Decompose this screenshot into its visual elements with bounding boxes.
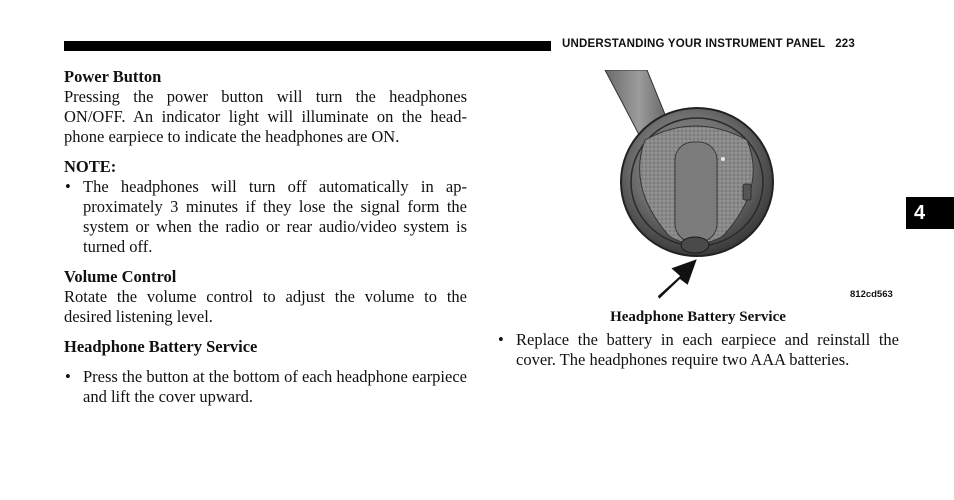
header-rule bbox=[64, 41, 551, 51]
section-tab-marker: 4 bbox=[906, 197, 954, 229]
battery-service-section bbox=[64, 337, 467, 407]
replace-battery-bullet bbox=[497, 330, 899, 370]
running-header bbox=[562, 38, 855, 50]
note-heading: NOTE: bbox=[64, 157, 117, 176]
bullet-dot: • bbox=[65, 177, 71, 196]
bullet-dot: • bbox=[498, 330, 504, 349]
indicator-light bbox=[721, 157, 725, 161]
volume-control-section bbox=[64, 267, 467, 327]
power-button-text: Pressing the power button will turn the headphones ON/OFF. An indicator light will illuminate on the head-phone earpiece to indicate the headphones are ON. bbox=[64, 87, 467, 146]
figure-caption: Headphone Battery Service bbox=[610, 309, 786, 325]
headphone-earpiece-illustration bbox=[497, 70, 899, 308]
right-column bbox=[497, 70, 899, 370]
replace-battery-bullet-text: Replace the battery in each earpiece and reinstall the cover. The headphones require two AAA batteries. bbox=[516, 330, 899, 369]
note-section bbox=[64, 157, 467, 257]
volume-control-text: Rotate the volume control to adjust the volume to the desired listening level. bbox=[64, 287, 467, 326]
cover-grip bbox=[675, 142, 717, 242]
volume-control-heading: Volume Control bbox=[64, 267, 177, 286]
note-bullet bbox=[64, 177, 467, 257]
battery-service-heading: Headphone Battery Service bbox=[64, 337, 258, 356]
power-button-heading: Power Button bbox=[64, 67, 162, 86]
battery-service-bullet-text: Press the button at the bottom of each headphone earpiece and lift the cover upward. bbox=[83, 367, 467, 406]
figure-code: 812cd563 bbox=[850, 289, 893, 300]
page-number: 223 bbox=[835, 38, 855, 50]
bullet-dot: • bbox=[65, 367, 71, 386]
release-button bbox=[681, 237, 709, 253]
left-column bbox=[64, 67, 467, 407]
header-title: UNDERSTANDING YOUR INSTRUMENT PANEL bbox=[562, 38, 826, 50]
battery-service-bullet bbox=[64, 367, 467, 407]
pointer-arrow bbox=[657, 258, 698, 300]
note-bullet-text: The headphones will turn off automatically in ap-proximately 3 minutes if they lose the signal form the system or when the radio or rear audio/video system is turned off. bbox=[83, 177, 467, 256]
headphone-figure bbox=[497, 70, 899, 308]
power-button-section bbox=[64, 67, 467, 147]
